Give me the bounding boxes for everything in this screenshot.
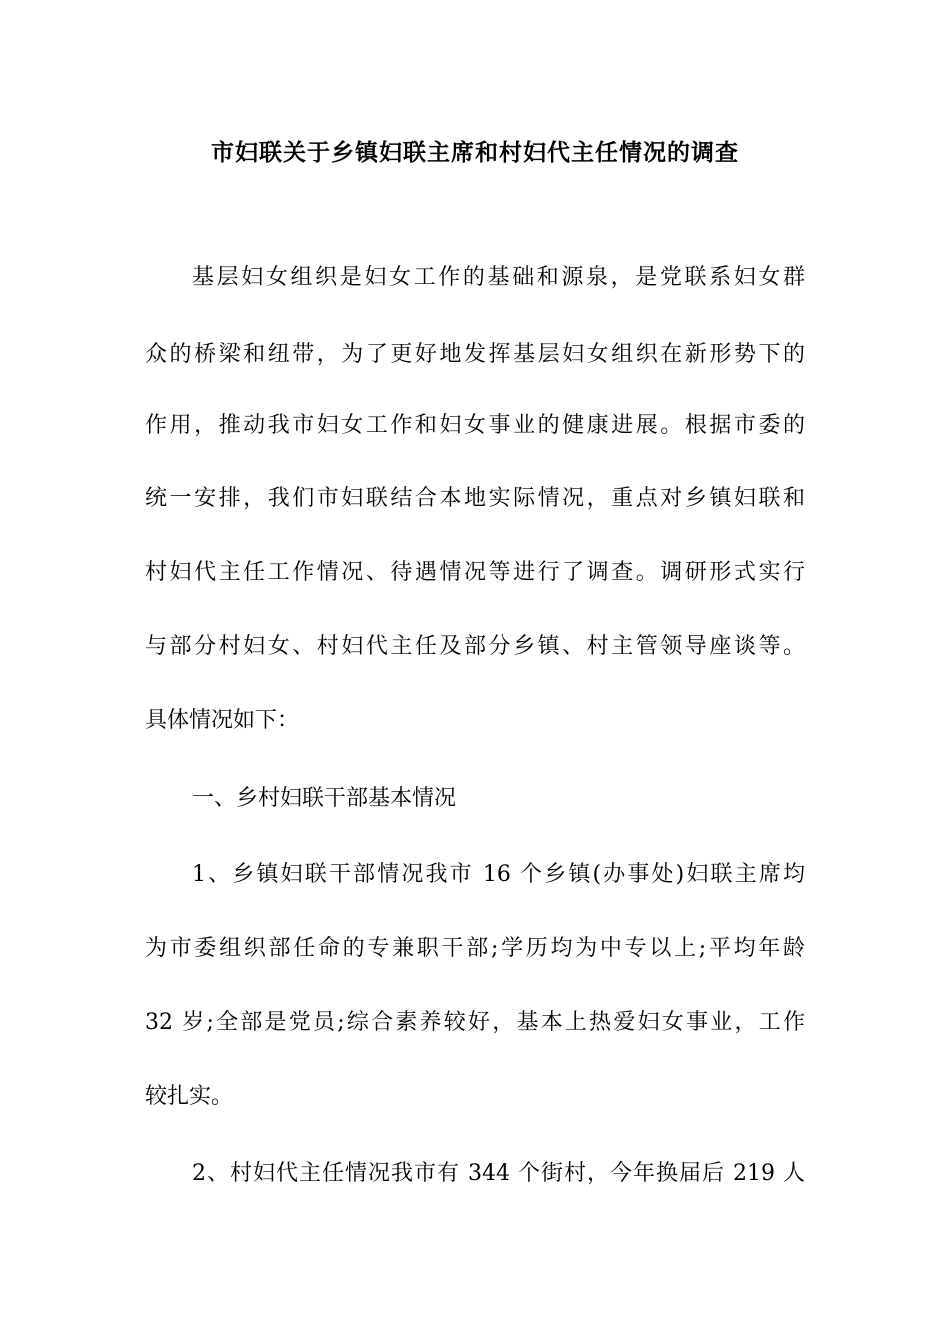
paragraph-line: 与部分村妇女、村妇代主任及部分乡镇、村主管领导座谈等。 — [145, 634, 805, 659]
paragraph-line: 较扎实。 — [145, 1084, 234, 1109]
paragraph-line: 基层妇女组织是妇女工作的基础和源泉，是党联系妇女群 — [192, 265, 805, 290]
paragraph-line: 为市委组织部任命的专兼职干部;学历均为中专以上;平均年龄 — [145, 936, 805, 961]
paragraph-line: 村妇代主任工作情况、待遇情况等进行了调查。调研形式实行 — [145, 560, 805, 585]
paragraph-line: 作用，推动我市妇女工作和妇女事业的健康进展。根据市委的 — [145, 413, 805, 438]
document-title: 市妇联关于乡镇妇联主席和村妇代主任情况的调查 — [211, 139, 739, 166]
paragraph-line: 1、乡镇妇联干部情况我市 16 个乡镇(办事处)妇联主席均 — [192, 862, 805, 887]
paragraph-line: 具体情况如下： — [145, 708, 300, 733]
section-heading: 一、乡村妇联干部基本情况 — [192, 786, 457, 811]
paragraph-line: 统一安排，我们市妇联结合本地实际情况，重点对乡镇妇联和 — [145, 486, 805, 511]
paragraph-line: 2、村妇代主任情况我市有 344 个街村，今年换届后 219 人 — [192, 1161, 805, 1186]
paragraph-line: 32 岁;全部是党员;综合素养较好，基本上热爱妇女事业，工作 — [145, 1010, 805, 1035]
paragraph-line: 众的桥梁和纽带，为了更好地发挥基层妇女组织在新形势下的 — [145, 342, 805, 367]
